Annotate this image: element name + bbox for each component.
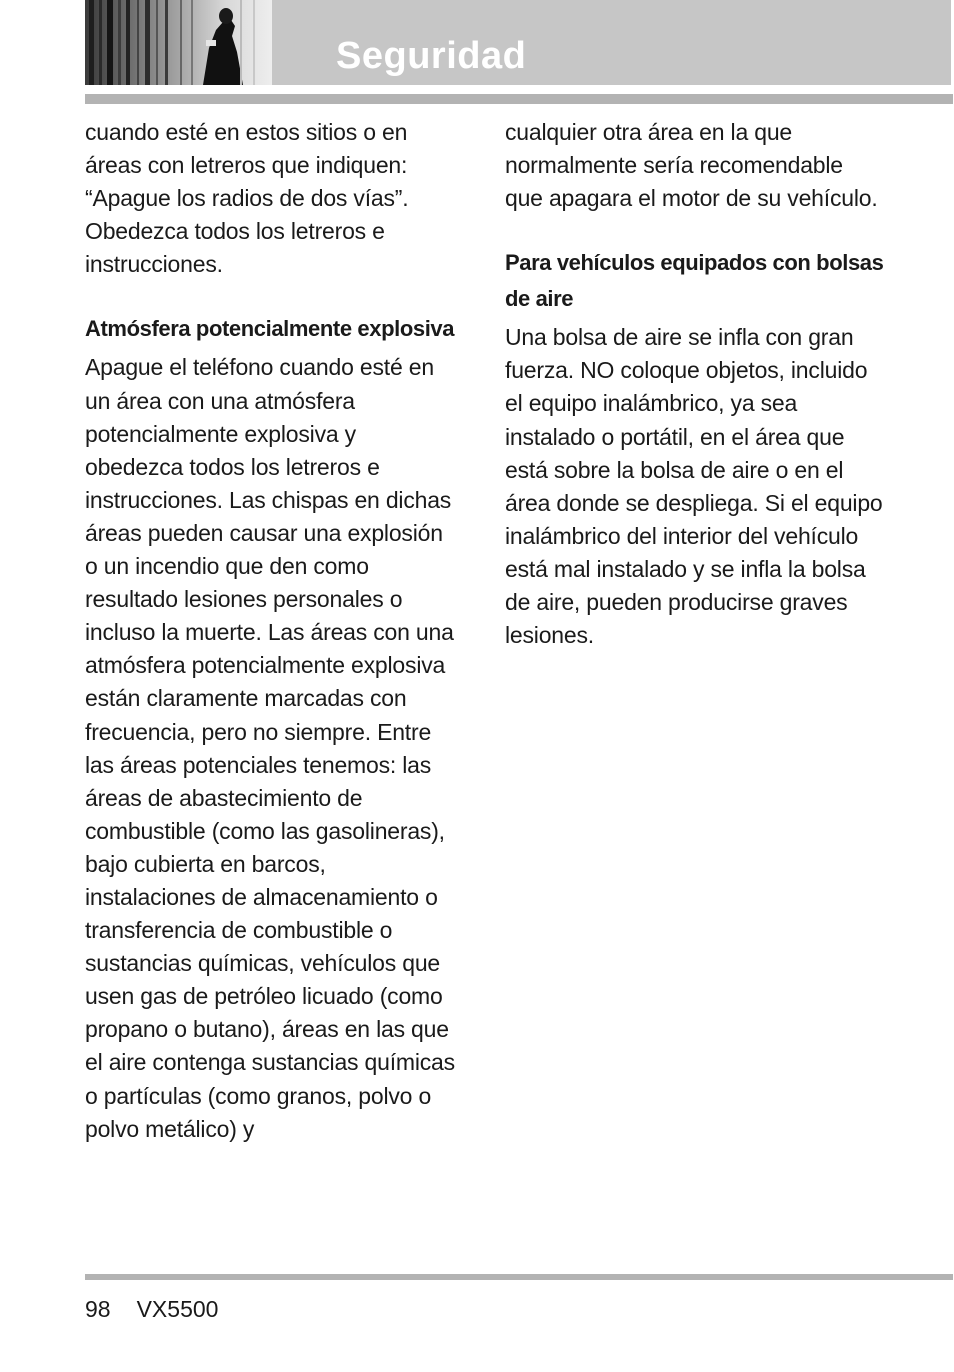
header-divider (85, 94, 953, 104)
right-section-body: Una bolsa de aire se infla con gran fuerza. NO coloque objetos, incluido el equipo inalámbrico, ya sea instalado o portátil, en el área que está sobre la bolsa de aire o en el área donde se despliega. Si el equipo inalámbrico del interior del vehículo está mal instalado y se infla la bolsa de aire, pueden producirse graves lesiones. (505, 324, 883, 649)
page-number: 98 (85, 1296, 111, 1322)
header-photo-image (85, 0, 272, 85)
left-section-body: Apague el teléfono cuando esté en un área con una atmósfera potencialmente explosiva y obedezca todos los letreros e instrucciones. Las chispas en dichas áreas pueden causar una explosión o un incendio que den como resultado lesiones personales o incluso la muerte. Las áreas con una atmósfera potencialmente explosiva están claramente marcadas con frecuencia, pero no siempre. Entre las áreas potenciales tenemos: las áreas de abastecimiento de combustible (como las gasolineras), bajo cubierta en barcos, instalaciones de almacenamiento o transferencia de combustible o sustancias químicas, vehículos que usen gas de petróleo licuado (como propano o butano), áreas en las que el aire contenga sustancias químicas o partículas (como granos, polvo o polvo metálico) y (85, 354, 455, 1142)
page-footer (85, 1292, 218, 1326)
section-header-band (85, 0, 951, 85)
header-photo (85, 0, 272, 85)
page-title: Seguridad (336, 35, 527, 77)
right-column (505, 116, 885, 652)
left-column (85, 116, 457, 1146)
model-name: VX5500 (136, 1296, 219, 1322)
right-continuation-paragraph: cualquier otra área en la que normalmente sería recomendable que apagara el motor de su vehículo. (505, 119, 878, 212)
left-section-heading: Atmósfera potencialmente explosiva (85, 316, 455, 342)
footer-divider (85, 1274, 953, 1280)
left-intro-paragraph: cuando esté en estos sitios o en áreas con letreros que indiquen: “Apague los radios de dos vías”. Obedezca todos los letreros e instrucciones. (85, 119, 409, 278)
right-section-heading: Para vehículos equipados con bolsas de aire (505, 250, 884, 312)
